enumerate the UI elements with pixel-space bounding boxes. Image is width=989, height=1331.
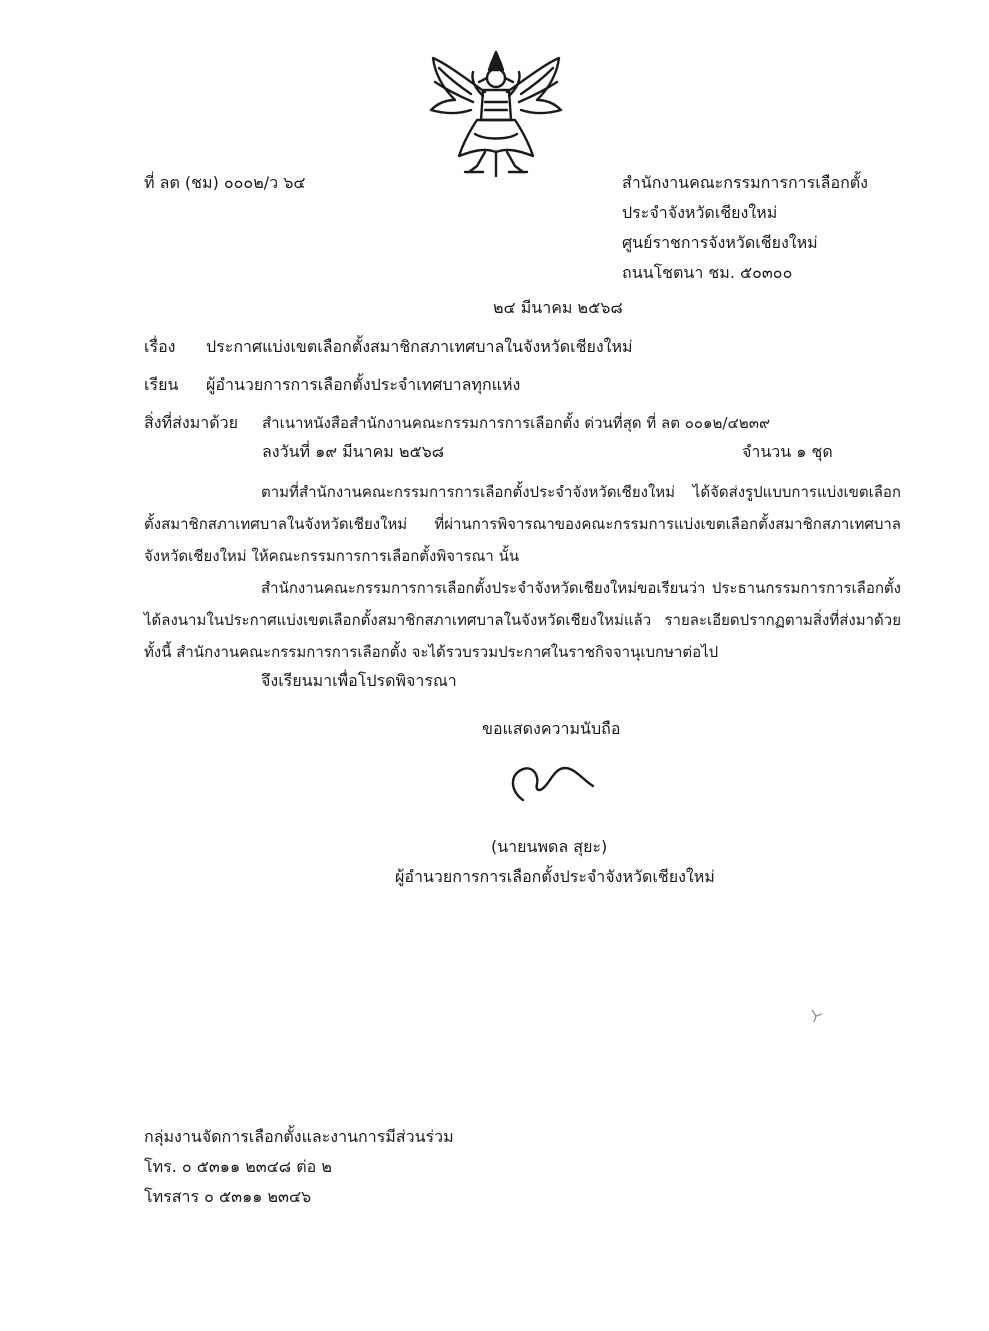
complimentary-close: ขอแสดงความนับถือ [482,719,621,738]
enclosure-label: สิ่งที่ส่งมาด้วย [144,413,238,432]
reference-number: ที่ ลต (ชม) ๐๐๐๒/ว ๖๔ [144,173,306,192]
sender-address-line-3: ศูนย์ราชการจังหวัดเชียงใหม่ [622,233,818,252]
subject-text: ประกาศแบ่งเขตเลือกตั้งสมาชิกสภาเทศบาลในจังหวัดเชียงใหม่ [206,337,633,356]
scan-speck-mark [806,1004,828,1026]
sender-address-line-1: สำนักงานคณะกรรมการการเลือกตั้ง [622,173,868,192]
body-paragraph-2: สำนักงานคณะกรรมการการเลือกตั้งประจำจังหวัดเชียงใหม่ขอเรียนว่า ประธานกรรมการการเลือกตั้งได้ลงนามในประกาศแบ่งเขตเลือกตั้งสมาชิกสภาเทศบาลในจังหวัดเชียงใหม่แล้ว รายละเอียดปรากฏตามสิ่งที่ส่งมาด้วย ทั้งนี้ สำนักงานคณะกรรมการการเลือกตั้ง จะได้รวบรวมประกาศในราชกิจจานุเบกษาต่อไป [144,579,901,661]
footer-fax: โทรสาร ๐ ๕๓๑๑ ๒๓๔๖ [144,1187,312,1206]
to-label: เรียน [144,375,179,394]
enclosure-quantity: จำนวน ๑ ชุด [742,442,833,461]
footer-phone: โทร. ๐ ๕๓๑๑ ๒๓๔๘ ต่อ ๒ [144,1157,332,1176]
letter-date: ๒๔ มีนาคม ๒๕๖๘ [493,298,623,317]
sender-address-line-4: ถนนโชตนา ชม. ๕๐๓๐๐ [622,263,793,282]
closing-request: จึงเรียนมาเพื่อโปรดพิจารณา [261,671,457,690]
enclosure-line-2: ลงวันที่ ๑๙ มีนาคม ๒๕๖๘ [262,442,445,461]
garuda-emblem-icon [425,48,567,180]
footer-department: กลุ่มงานจัดการเลือกตั้งและงานการมีส่วนร่วม [144,1127,454,1146]
signature-icon [505,762,597,804]
signer-title: ผู้อำนวยการการเลือกตั้งประจำจังหวัดเชียงใหม่ [395,867,715,886]
to-text: ผู้อำนวยการการเลือกตั้งประจำเทศบาลทุกแห่ง [206,375,521,394]
subject-label: เรื่อง [144,337,176,356]
body-paragraph-1: ตามที่สำนักงานคณะกรรมการการเลือกตั้งประจำจังหวัดเชียงใหม่ ได้จัดส่งรูปแบบการแบ่งเขตเลือกตั้งสมาชิกสภาเทศบาลในจังหวัดเชียงใหม่ ที่ผ่านการพิจารณาของคณะกรรมการแบ่งเขตเลือกตั้งสมาชิกสภาเทศบาลจังหวัดเชียงใหม่ ให้คณะกรรมการการเลือกตั้งพิจารณา นั้น [144,483,901,565]
signer-name: (นายนพดล สุยะ) [491,837,608,856]
enclosure-line-1: สำเนาหนังสือสำนักงานคณะกรรมการการเลือกตั้ง ด่วนที่สุด ที่ ลต ๐๐๑๒/๔๒๓๙ [262,414,770,432]
sender-address-line-2: ประจำจังหวัดเชียงใหม่ [622,203,778,222]
